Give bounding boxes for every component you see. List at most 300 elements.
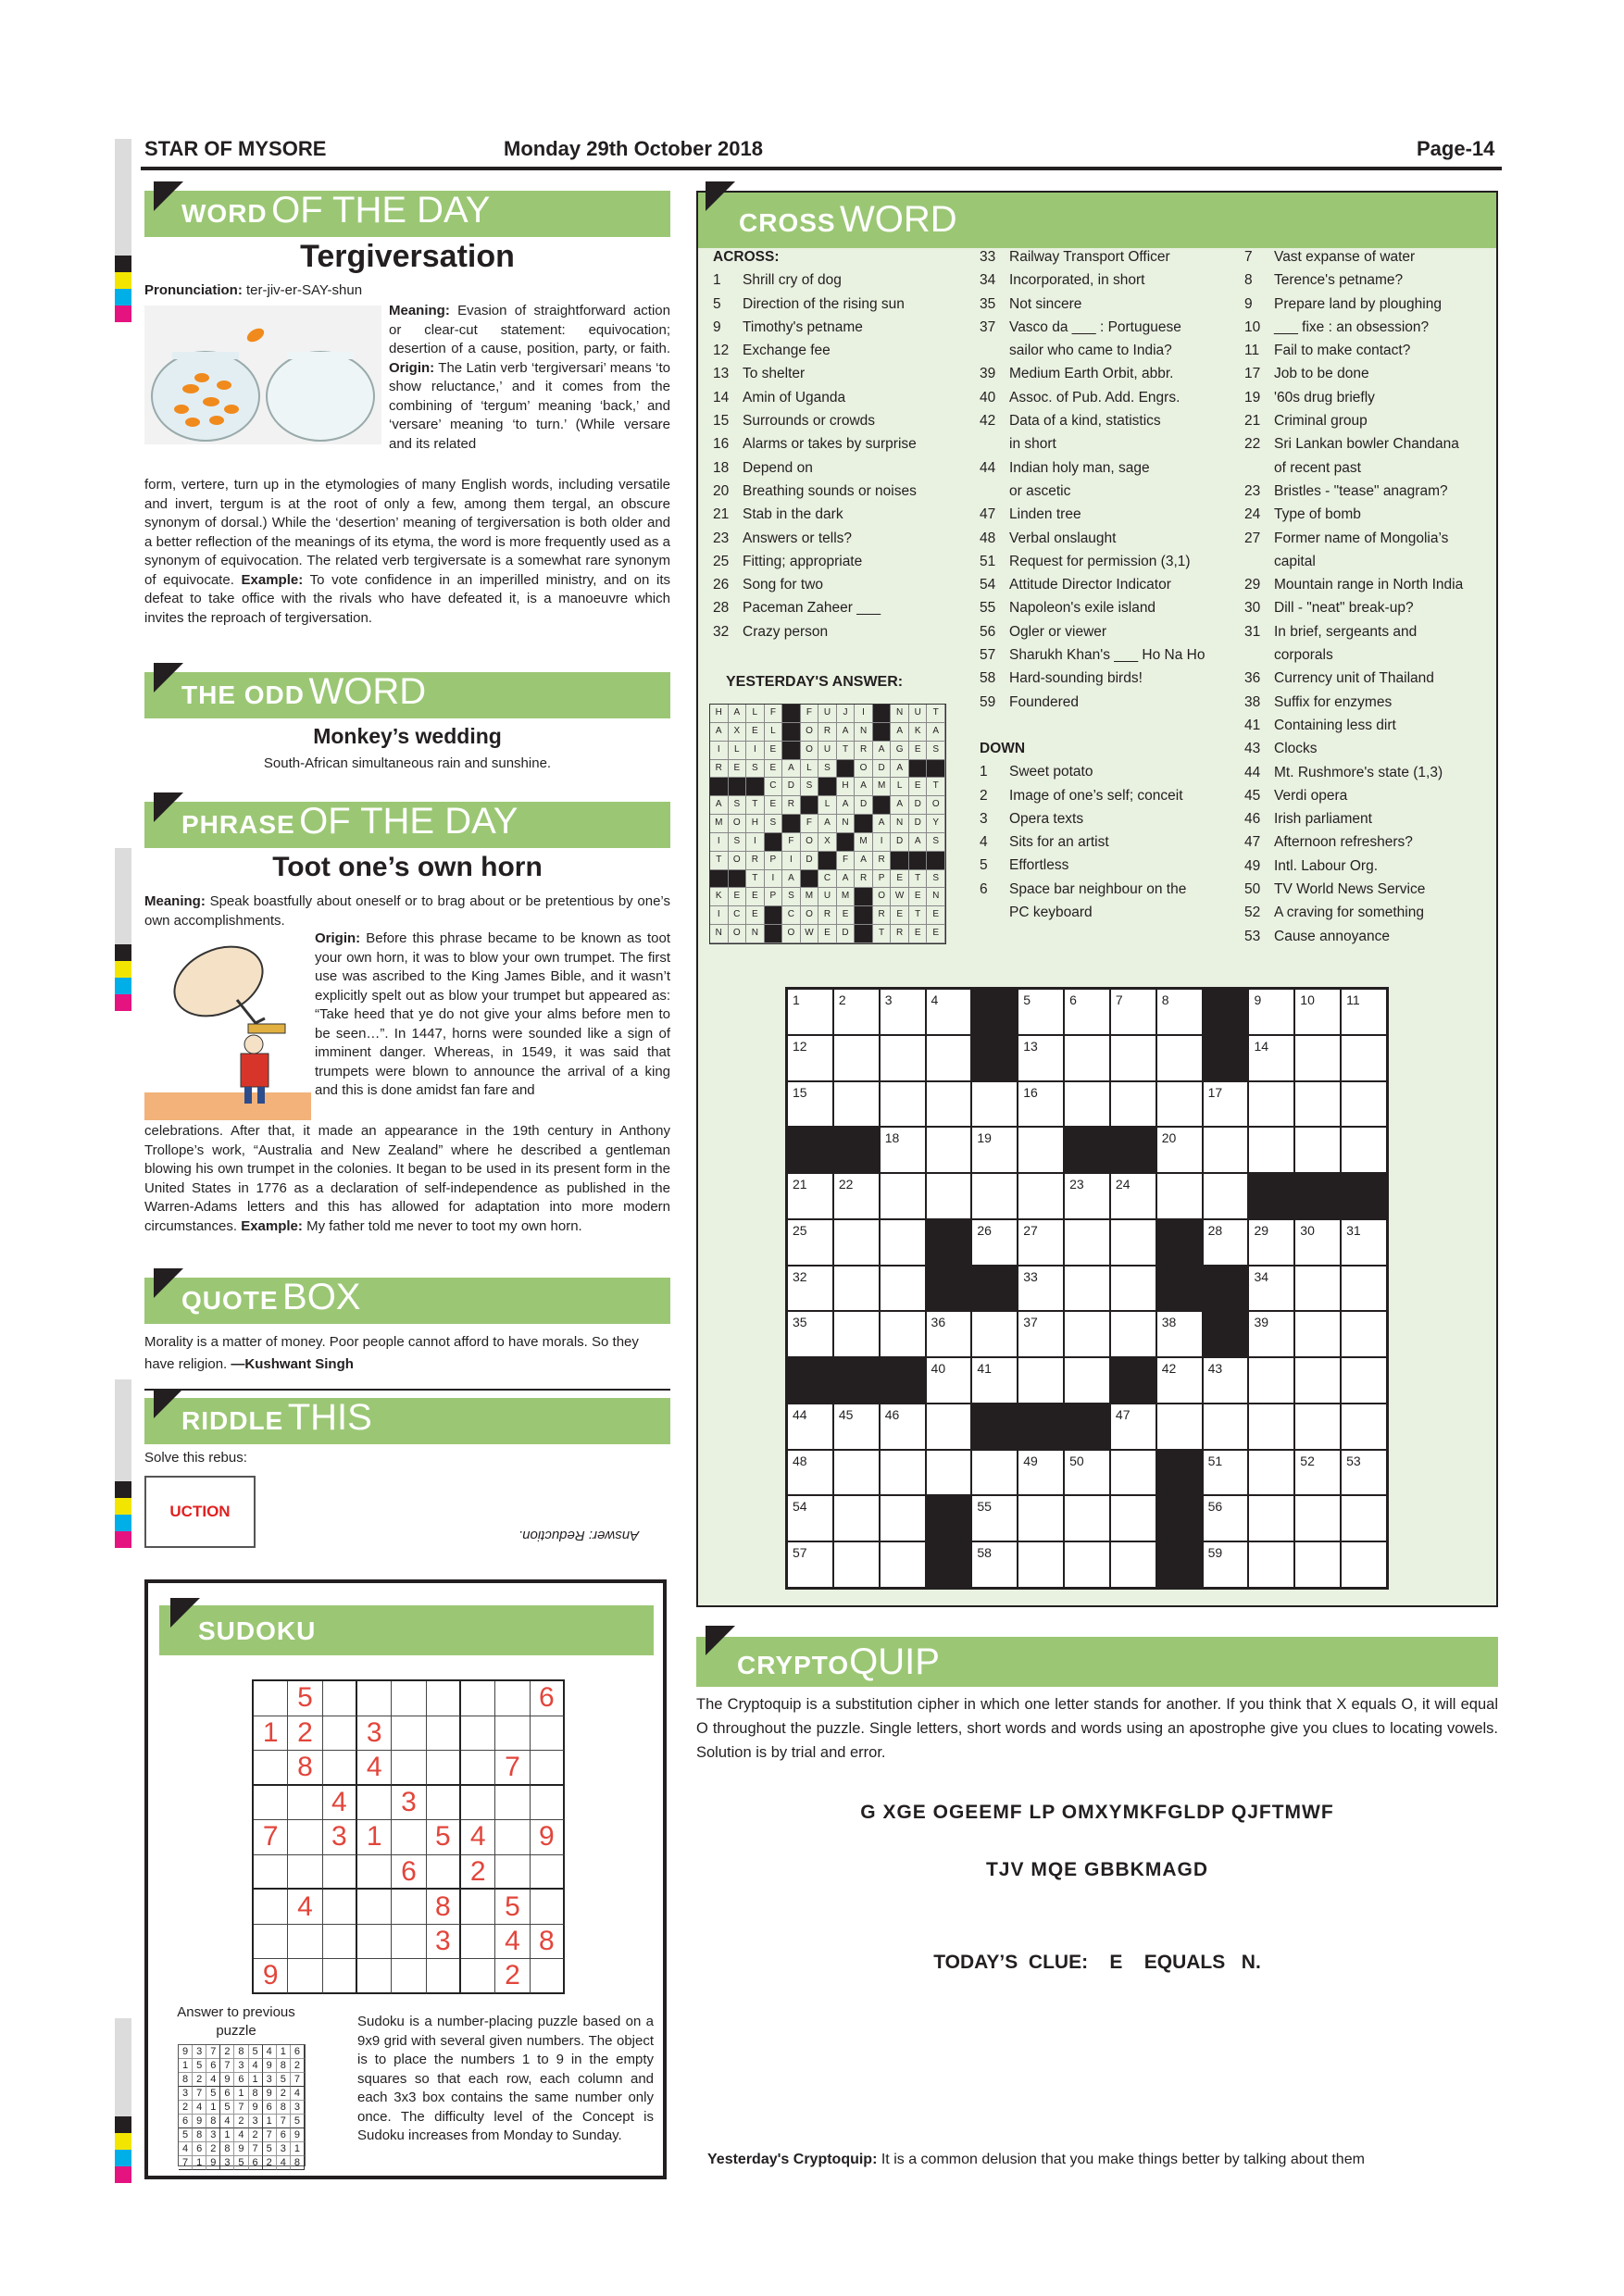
crossword-cell[interactable]	[788, 1267, 832, 1311]
crossword-cell[interactable]	[834, 1082, 879, 1127]
crossword-cell[interactable]	[1157, 1128, 1202, 1172]
crossword-cell[interactable]	[834, 1404, 879, 1449]
crossword-cell[interactable]	[972, 1174, 1017, 1218]
sudoku-cell[interactable]	[495, 1786, 530, 1821]
crossword-cell[interactable]	[1204, 1174, 1248, 1218]
sudoku-cell[interactable]	[323, 1681, 357, 1716]
origin-label: Origin:	[315, 930, 361, 946]
crossword-cell[interactable]	[834, 1542, 879, 1587]
banner-corner-icon	[154, 181, 183, 211]
clue-text: Breathing sounds or noises	[743, 482, 917, 499]
crossword-cell[interactable]	[1065, 990, 1109, 1034]
crossword-cell[interactable]	[1111, 1082, 1156, 1127]
sudoku-cell[interactable]: 4	[461, 1820, 495, 1855]
sudoku-cell[interactable]: 9	[254, 1959, 288, 1994]
crossword-cell[interactable]	[1204, 1496, 1248, 1541]
sudoku-cell[interactable]	[495, 1716, 530, 1752]
clue-row	[980, 245, 1230, 268]
crossword-cell[interactable]	[1295, 1542, 1340, 1587]
crossword-cell[interactable]	[1249, 1220, 1293, 1265]
crossword-cell[interactable]	[1295, 1082, 1340, 1127]
answer-digit: 1	[220, 2128, 234, 2142]
crossword-cell[interactable]	[1204, 1128, 1248, 1172]
sudoku-cell[interactable]: 5	[495, 1890, 530, 1925]
crossword-cell[interactable]	[834, 1174, 879, 1218]
sudoku-cell[interactable]	[254, 1925, 288, 1960]
crossword-cell[interactable]	[972, 1496, 1017, 1541]
crossword-cell[interactable]	[927, 1404, 971, 1449]
sudoku-cell[interactable]	[392, 1925, 426, 1960]
crossword-cell[interactable]	[881, 1451, 925, 1495]
crossword-cell[interactable]	[1157, 1358, 1202, 1403]
sudoku-cell[interactable]: 1	[254, 1716, 288, 1752]
crossword-cell[interactable]	[1065, 1082, 1109, 1127]
crossword-cell[interactable]	[1295, 1451, 1340, 1495]
clue-row	[1244, 480, 1498, 503]
crossword-cell[interactable]	[1295, 1496, 1340, 1541]
crossword-cell[interactable]	[881, 1267, 925, 1311]
crossword-grid[interactable]	[785, 987, 1389, 1590]
answer-digit: 4	[277, 2156, 291, 2170]
crossword-cell[interactable]	[1065, 1451, 1109, 1495]
crossword-cell[interactable]	[1342, 1451, 1386, 1495]
clue-row	[980, 596, 1230, 619]
crossword-cell[interactable]	[972, 1358, 1017, 1403]
cryptoquip-intro: The Cryptoquip is a substitution cipher in which one letter stands for another. If you think that X equals O, it will equal O throughout the puzzle. Single letters, short words and words using an apostrophe give you clues to locating vowels. Solution is by trial and error.	[696, 1696, 1498, 1761]
answer-letter: Y	[927, 815, 945, 833]
sudoku-cell[interactable]	[288, 1855, 322, 1890]
sudoku-cell[interactable]: 7	[495, 1751, 530, 1786]
sudoku-cell[interactable]	[392, 1820, 426, 1855]
banner-the-odd: THE ODD	[181, 680, 305, 709]
crossword-cell[interactable]	[1018, 1451, 1063, 1495]
sudoku-cell[interactable]: 9	[531, 1820, 565, 1855]
crossword-cell[interactable]	[1157, 1174, 1202, 1218]
crossword-cell[interactable]	[1111, 1267, 1156, 1311]
clue-number: 14	[713, 389, 730, 406]
crossword-cell[interactable]	[881, 1174, 925, 1218]
sudoku-cell[interactable]	[495, 1820, 530, 1855]
sudoku-cell[interactable]	[461, 1925, 495, 1960]
sudoku-cell[interactable]: 4	[288, 1890, 322, 1925]
answer-letter: P	[765, 888, 783, 906]
example-label: Example:	[241, 1217, 303, 1234]
crossword-cell[interactable]	[1018, 1496, 1063, 1541]
crossword-cell[interactable]	[1065, 1312, 1109, 1356]
answer-digit: 7	[291, 2073, 305, 2087]
sudoku-cell[interactable]	[531, 1855, 565, 1890]
sudoku-cell[interactable]: 3	[323, 1820, 357, 1855]
sudoku-cell[interactable]	[357, 1855, 392, 1890]
sudoku-cell[interactable]	[254, 1890, 288, 1925]
cell-number: 20	[1161, 1130, 1177, 1146]
sudoku-cell[interactable]	[495, 1681, 530, 1716]
crossword-cell[interactable]	[1342, 1220, 1386, 1265]
crossword-cell[interactable]	[927, 1036, 971, 1080]
crossword-cell[interactable]	[1204, 1404, 1248, 1449]
crossword-cell[interactable]	[834, 1220, 879, 1265]
crossword-cell[interactable]	[1065, 1174, 1109, 1218]
crossword-cell[interactable]	[881, 990, 925, 1034]
sudoku-cell[interactable]	[427, 1681, 461, 1716]
sudoku-cell[interactable]	[254, 1786, 288, 1821]
answer-letter: A	[927, 723, 945, 742]
sudoku-cell[interactable]	[461, 1786, 495, 1821]
crossword-cell[interactable]	[927, 1358, 971, 1403]
crossword-cell[interactable]	[1204, 1358, 1248, 1403]
crossword-cell[interactable]	[1065, 1267, 1109, 1311]
crossword-cell[interactable]	[834, 1496, 879, 1541]
sudoku-cell[interactable]	[323, 1855, 357, 1890]
crossword-cell[interactable]	[834, 990, 879, 1034]
clue-text: Currency unit of Thailand	[1274, 670, 1434, 687]
sudoku-cell[interactable]	[392, 1751, 426, 1786]
crossword-cell[interactable]	[1249, 1404, 1293, 1449]
sudoku-cell[interactable]	[427, 1855, 461, 1890]
answer-letter: A	[873, 815, 892, 833]
crossword-cell[interactable]	[881, 1542, 925, 1587]
sudoku-cell[interactable]	[531, 1716, 565, 1752]
crossword-cell[interactable]	[1018, 1220, 1063, 1265]
crossword-cell[interactable]	[1111, 1496, 1156, 1541]
crossword-cell[interactable]	[1249, 1312, 1293, 1356]
crossword-cell[interactable]	[972, 1542, 1017, 1587]
sudoku-cell[interactable]: 5	[427, 1820, 461, 1855]
black-square	[782, 723, 801, 742]
answer-letter: O	[873, 888, 892, 906]
crossword-cell[interactable]	[1111, 1404, 1156, 1449]
crossword-cell[interactable]	[927, 1174, 971, 1218]
sudoku-cell[interactable]	[531, 1959, 565, 1994]
sudoku-cell[interactable]	[531, 1751, 565, 1786]
crossword-cell[interactable]	[972, 1082, 1017, 1127]
clue-text: To shelter	[743, 366, 806, 382]
answer-digit: 4	[206, 2073, 220, 2087]
goldfish-bowls-image	[144, 306, 381, 444]
crossword-cell[interactable]	[1157, 1082, 1202, 1127]
banner-this: THIS	[287, 1397, 372, 1438]
clue-number: 36	[1244, 670, 1261, 687]
crossword-cell[interactable]	[834, 1451, 879, 1495]
crossword-cell[interactable]	[881, 1404, 925, 1449]
crossword-cell[interactable]	[1249, 1036, 1293, 1080]
crossword-cell[interactable]	[1018, 1174, 1063, 1218]
banner-sudoku: SUDOKU	[198, 1616, 317, 1645]
sudoku-cell[interactable]: 1	[357, 1820, 392, 1855]
answer-digit: 6	[291, 2045, 305, 2059]
crossword-cell[interactable]	[881, 1082, 925, 1127]
crossword-cell[interactable]	[1111, 990, 1156, 1034]
cell-number: 22	[838, 1177, 854, 1192]
cell-number: 54	[793, 1499, 807, 1515]
crossword-cell[interactable]	[788, 1496, 832, 1541]
crossword-cell[interactable]	[927, 1128, 971, 1172]
crossword-cell[interactable]	[972, 1128, 1017, 1172]
sudoku-cell[interactable]: 3	[427, 1925, 461, 1960]
sudoku-cell[interactable]	[461, 1751, 495, 1786]
crossword-cell[interactable]	[1157, 1312, 1202, 1356]
crossword-cell[interactable]	[1111, 1312, 1156, 1356]
black-square	[1065, 1128, 1109, 1172]
margin-strip	[115, 139, 131, 268]
crossword-cell[interactable]	[1342, 1496, 1386, 1541]
crossword-cell[interactable]	[1342, 1358, 1386, 1403]
banner-quip: QUIP	[849, 1641, 940, 1682]
clue-number: 30	[1244, 600, 1261, 617]
sudoku-cell[interactable]	[357, 1925, 392, 1960]
answer-letter: P	[873, 870, 892, 889]
cell-number: 21	[793, 1177, 807, 1192]
sudoku-cell[interactable]	[323, 1890, 357, 1925]
crossword-cell[interactable]	[1249, 1496, 1293, 1541]
sudoku-cell[interactable]: 4	[495, 1925, 530, 1960]
crossword-cell[interactable]	[881, 1496, 925, 1541]
answer-letter: E	[891, 870, 909, 889]
crossword-cell[interactable]	[1157, 990, 1202, 1034]
crossword-cell[interactable]	[1295, 1312, 1340, 1356]
crossword-cell[interactable]	[1111, 1220, 1156, 1265]
crossword-cell[interactable]	[1018, 1082, 1063, 1127]
clue-number: 35	[980, 295, 996, 312]
crossword-cell[interactable]	[788, 1174, 832, 1218]
clue-number	[980, 480, 1009, 503]
clue-row	[980, 432, 1230, 455]
clue-text: Job to be done	[1274, 366, 1369, 382]
sudoku-cell[interactable]: 2	[495, 1959, 530, 1994]
crossword-cell[interactable]	[1018, 1542, 1063, 1587]
crossword-cell[interactable]	[788, 1220, 832, 1265]
crossword-cell[interactable]	[927, 1451, 971, 1495]
answer-letter: E	[765, 742, 783, 760]
clue-row	[1244, 925, 1498, 948]
crossword-cell[interactable]	[1204, 1220, 1248, 1265]
clue-row	[713, 339, 968, 362]
crossword-cell[interactable]	[1342, 990, 1386, 1034]
crossword-cell[interactable]	[1111, 1036, 1156, 1080]
sudoku-cell[interactable]	[323, 1959, 357, 1994]
sudoku-cell[interactable]	[531, 1890, 565, 1925]
crossword-cell[interactable]	[881, 1128, 925, 1172]
crossword-cell[interactable]	[1249, 1451, 1293, 1495]
crossword-cell[interactable]	[834, 1312, 879, 1356]
crossword-cell[interactable]	[1342, 1404, 1386, 1449]
crossword-cell[interactable]	[788, 1082, 832, 1127]
answer-digit: 4	[249, 2059, 263, 2073]
clue-number: 13	[713, 366, 730, 382]
sudoku-cell[interactable]	[461, 1890, 495, 1925]
crossword-cell[interactable]	[927, 990, 971, 1034]
clue-number: 38	[1244, 693, 1261, 710]
crossword-cell[interactable]	[1111, 1542, 1156, 1587]
sudoku-cell[interactable]	[254, 1751, 288, 1786]
crossword-cell[interactable]	[972, 1312, 1017, 1356]
crossword-cell[interactable]	[1204, 1082, 1248, 1127]
sudoku-cell[interactable]	[427, 1751, 461, 1786]
sudoku-cell[interactable]	[357, 1786, 392, 1821]
crossword-cell[interactable]	[1342, 1542, 1386, 1587]
crossword-cell[interactable]	[1157, 1036, 1202, 1080]
clue-number: 9	[713, 318, 721, 335]
crossword-cell[interactable]	[788, 1036, 832, 1080]
clue-text: Request for permission (3,1)	[1009, 553, 1191, 569]
sudoku-cell[interactable]: 8	[288, 1751, 322, 1786]
clue-number: 1	[713, 272, 721, 289]
crossword-cell[interactable]	[1295, 1404, 1340, 1449]
crossword-cell[interactable]	[1249, 990, 1293, 1034]
answer-digit: 8	[220, 2142, 234, 2156]
answer-letter: S	[927, 742, 945, 760]
sudoku-cell[interactable]: 8	[531, 1925, 565, 1960]
crossword-cell[interactable]	[834, 1036, 879, 1080]
crossword-cell[interactable]	[1018, 1128, 1063, 1172]
answer-letter: D	[837, 925, 856, 943]
sudoku-cell[interactable]: 5	[288, 1681, 322, 1716]
crossword-cell[interactable]	[1018, 1312, 1063, 1356]
sudoku-cell[interactable]: 4	[323, 1786, 357, 1821]
phrase-meaning	[144, 892, 670, 930]
clue-number	[980, 339, 1009, 362]
crossword-cell[interactable]	[1065, 1036, 1109, 1080]
crossword-cell[interactable]	[881, 1312, 925, 1356]
crossword-cell[interactable]	[927, 1312, 971, 1356]
sudoku-cell[interactable]	[495, 1855, 530, 1890]
sudoku-cell[interactable]	[288, 1786, 322, 1821]
crossword-cell[interactable]	[1065, 1358, 1109, 1403]
answer-letter: S	[765, 815, 783, 833]
sudoku-cell[interactable]	[357, 1959, 392, 1994]
sudoku-cell[interactable]	[357, 1681, 392, 1716]
crossword-cell[interactable]	[1249, 1358, 1293, 1403]
crossword-cell[interactable]	[1157, 1404, 1202, 1449]
clue-row	[1244, 362, 1498, 385]
clue-row	[713, 596, 968, 619]
crossword-cell[interactable]	[1295, 1267, 1340, 1311]
sudoku-cell[interactable]: 7	[254, 1820, 288, 1855]
crossword-cell[interactable]	[1342, 1036, 1386, 1080]
crossword-cell[interactable]	[972, 1451, 1017, 1495]
answer-digit: 3	[263, 2073, 277, 2087]
sudoku-cell[interactable]: 8	[427, 1890, 461, 1925]
crossword-cell[interactable]	[1295, 990, 1340, 1034]
sudoku-cell[interactable]	[461, 1681, 495, 1716]
answer-letter: T	[927, 705, 945, 723]
crossword-cell[interactable]	[927, 1082, 971, 1127]
crossword-cell[interactable]	[1065, 1542, 1109, 1587]
crossword-cell[interactable]	[788, 1542, 832, 1587]
sudoku-cell[interactable]	[288, 1820, 322, 1855]
sudoku-cell[interactable]: 2	[461, 1855, 495, 1890]
crossword-cell[interactable]	[1065, 1220, 1109, 1265]
crossword-cell[interactable]	[788, 990, 832, 1034]
crossword-cell[interactable]	[1295, 1036, 1340, 1080]
yesterday-cryptoquip-text: It is a common delusion that you make things better by talking about them	[881, 2152, 1365, 2167]
sudoku-cell[interactable]	[461, 1716, 495, 1752]
answer-letter: T	[837, 742, 856, 760]
clue-row	[1244, 830, 1498, 854]
crossword-cell[interactable]	[1342, 1267, 1386, 1311]
cryptoquip-line-2: TJV MQE GBBKMAGD	[985, 1859, 1208, 1880]
sudoku-cell[interactable]	[531, 1786, 565, 1821]
cell-number: 10	[1300, 992, 1315, 1007]
cell-number: 13	[1023, 1038, 1038, 1054]
sudoku-cell[interactable]	[427, 1716, 461, 1752]
sudoku-cell[interactable]	[392, 1716, 426, 1752]
crossword-cell[interactable]	[1249, 1542, 1293, 1587]
crossword-cell[interactable]	[881, 1036, 925, 1080]
sudoku-cell[interactable]	[323, 1925, 357, 1960]
black-square	[818, 778, 837, 796]
crossword-cell[interactable]	[1295, 1358, 1340, 1403]
sudoku-cell[interactable]	[323, 1716, 357, 1752]
crossword-cell[interactable]	[1018, 1358, 1063, 1403]
clue-row	[713, 293, 968, 316]
clue-row	[980, 901, 1230, 924]
sudoku-cell[interactable]	[323, 1751, 357, 1786]
crossword-cell[interactable]	[1249, 1128, 1293, 1172]
crossword-cell[interactable]	[1018, 1036, 1063, 1080]
sudoku-cell[interactable]: 6	[392, 1855, 426, 1890]
sudoku-cell[interactable]	[427, 1786, 461, 1821]
crossword-cell[interactable]	[1249, 1082, 1293, 1127]
clue-text: Medium Earth Orbit, abbr.	[1009, 366, 1174, 382]
sudoku-cell[interactable]	[392, 1681, 426, 1716]
crossword-cell[interactable]	[834, 1267, 879, 1311]
cell-number: 52	[1300, 1453, 1315, 1468]
cell-number: 25	[793, 1222, 807, 1238]
sudoku-cell[interactable]	[254, 1681, 288, 1716]
sudoku-cell[interactable]: 6	[531, 1681, 565, 1716]
crossword-cell[interactable]	[1342, 1082, 1386, 1127]
crossword-cell[interactable]	[972, 1220, 1017, 1265]
sudoku-cell[interactable]	[254, 1855, 288, 1890]
answer-digit: 2	[291, 2059, 305, 2073]
crossword-cell[interactable]	[881, 1220, 925, 1265]
crossword-cell[interactable]	[1342, 1128, 1386, 1172]
crossword-cell[interactable]	[1295, 1220, 1340, 1265]
sudoku-cell[interactable]: 3	[357, 1716, 392, 1752]
cell-number: 58	[977, 1545, 992, 1561]
clue-row	[1244, 503, 1498, 526]
sudoku-cell[interactable]	[392, 1890, 426, 1925]
answer-digit: 1	[206, 2101, 220, 2115]
crossword-cell[interactable]	[1204, 1542, 1248, 1587]
crossword-cell[interactable]	[788, 1312, 832, 1356]
sudoku-cell[interactable]	[427, 1959, 461, 1994]
sudoku-cell[interactable]	[288, 1959, 322, 1994]
sudoku-cell[interactable]: 2	[288, 1716, 322, 1752]
sudoku-cell[interactable]	[288, 1925, 322, 1960]
sudoku-cell[interactable]	[392, 1959, 426, 1994]
crossword-cell[interactable]	[1111, 1174, 1156, 1218]
meaning-label: Meaning:	[389, 303, 450, 318]
crossword-cell[interactable]	[788, 1404, 832, 1449]
crossword-cell[interactable]	[1018, 990, 1063, 1034]
sudoku-cell[interactable]: 4	[357, 1751, 392, 1786]
crossword-cell[interactable]	[1295, 1128, 1340, 1172]
sudoku-cell[interactable]	[357, 1890, 392, 1925]
crossword-cell[interactable]	[1065, 1496, 1109, 1541]
crossword-cell[interactable]	[1342, 1312, 1386, 1356]
answer-digit: 5	[263, 2142, 277, 2156]
sudoku-cell[interactable]: 3	[392, 1786, 426, 1821]
sudoku-cell[interactable]	[461, 1959, 495, 1994]
crossword-cell[interactable]	[1018, 1267, 1063, 1311]
crossword-cell[interactable]	[1204, 1451, 1248, 1495]
cell-number: 51	[1207, 1453, 1223, 1468]
crossword-cell[interactable]	[1249, 1267, 1293, 1311]
crossword-cell[interactable]	[1111, 1451, 1156, 1495]
crossword-cell[interactable]	[788, 1451, 832, 1495]
